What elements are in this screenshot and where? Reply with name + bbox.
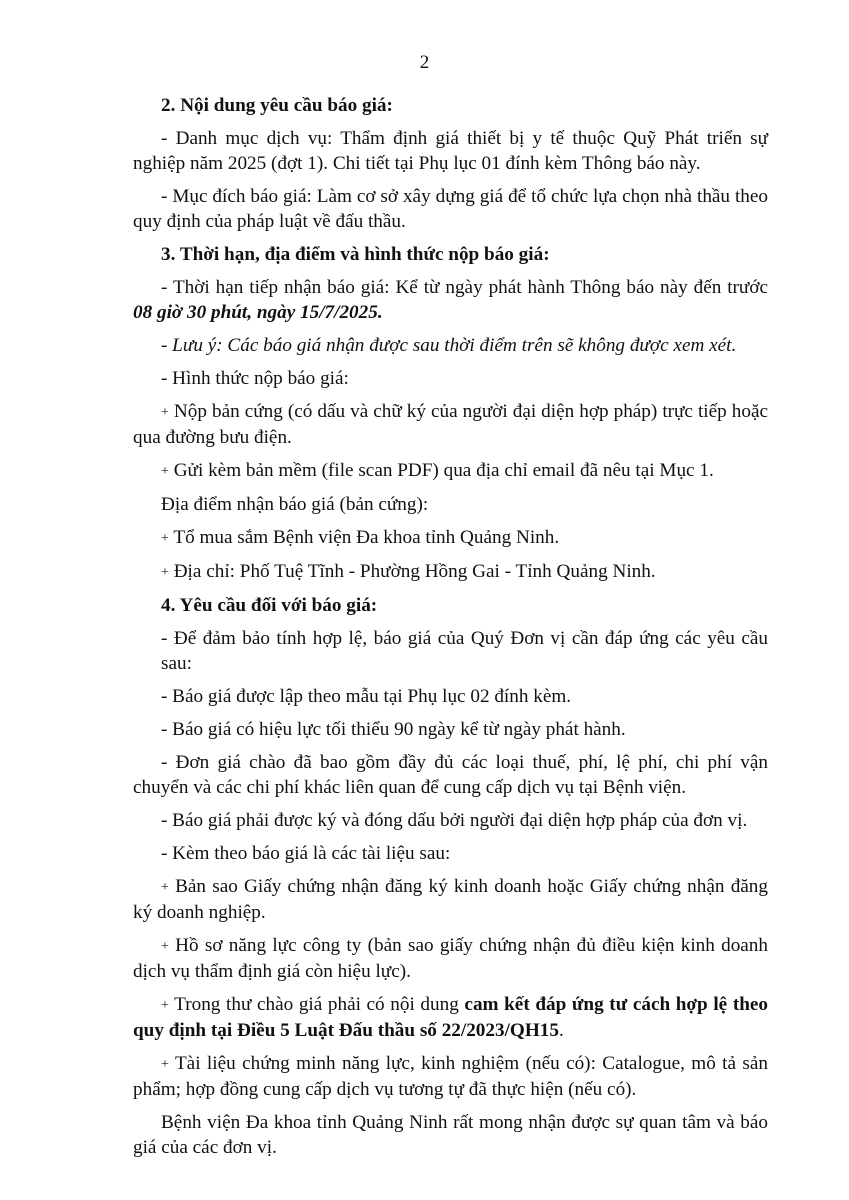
section-3-heading: 3. Thời hạn, địa điểm và hình thức nộp báo giá:: [161, 244, 550, 265]
section-4-heading: 4. Yêu cầu đối với báo giá:: [161, 595, 378, 616]
section-4-bullet-capability-profile: [133, 933, 768, 984]
bullet-text: Nộp bản cứng (có dấu và chữ ký của người đại diện hợp pháp) trực tiếp hoặc qua đường bưu điện.: [133, 401, 768, 448]
section-4-bullet-commitment: [133, 992, 768, 1043]
section-4-validity-intro: - Để đảm bảo tính hợp lệ, báo giá của Quý Đơn vị cần đáp ứng các yêu cầu sau:: [161, 628, 768, 674]
section-3-deadline: [133, 275, 768, 325]
section-3-note: [161, 333, 768, 358]
bullet-mark: +: [161, 939, 169, 954]
bullet-mark: +: [161, 531, 169, 546]
deadline-date: 08 giờ 30 phút, ngày 15/7/2025.: [133, 302, 383, 323]
bullet-text: Trong thư chào giá phải có nội dung: [168, 994, 465, 1015]
section-4-unit-price: - Đơn giá chào đã bao gồm đầy đủ các loại thuế, phí, lệ phí, chi phí vận chuyển và các chi phí khác liên quan để cung cấp dịch vụ tại Bệnh viện.: [133, 752, 768, 798]
section-2-heading: 2. Nội dung yêu cầu báo giá:: [161, 95, 393, 116]
section-3-bullet-address: [161, 559, 768, 585]
bullet-text: Hồ sơ năng lực công ty (bản sao giấy chứng nhận đủ điều kiện kinh doanh dịch vụ thẩm định giá còn hiệu lực).: [133, 935, 768, 982]
commitment-bold-text: cam kết đáp ứng tư cách hợp lệ theo quy định tại Điều 5 Luật Đấu thầu số 22/2023/QH15: [133, 994, 768, 1041]
bullet-mark: +: [161, 565, 169, 580]
section-3-bullet-softcopy: [161, 458, 768, 484]
section-4-bullet-experience: [133, 1051, 768, 1102]
bullet-mark: +: [161, 880, 169, 895]
closing-paragraph: Bệnh viện Đa khoa tỉnh Quảng Ninh rất mong nhận được sự quan tâm và báo giá của các đơn vị.: [133, 1112, 768, 1158]
bullet-mark: +: [161, 998, 169, 1013]
bullet-text: Bản sao Giấy chứng nhận đăng ký kinh doanh hoặc Giấy chứng nhận đăng ký doanh nghiệp.: [133, 876, 768, 923]
bullet-text: Tổ mua sắm Bệnh viện Đa khoa tỉnh Quảng Ninh.: [168, 527, 560, 548]
bullet-mark: +: [161, 405, 169, 420]
section-4-bullet-business-license: [133, 874, 768, 925]
section-4-attachments-label: - Kèm theo báo giá là các tài liệu sau:: [161, 843, 451, 864]
bullet-text: Tài liệu chứng minh năng lực, kinh nghiệm (nếu có): Catalogue, mô tả sản phẩm; hợp đồng cung cấp dịch vụ tương tự đã thực hiện (nếu có).: [133, 1053, 768, 1100]
bullet-mark: +: [161, 1057, 169, 1072]
section-4-signature: - Báo giá phải được ký và đóng dấu bởi người đại diện hợp pháp của đơn vị.: [161, 810, 748, 831]
bullet-text: Gửi kèm bản mềm (file scan PDF) qua địa chỉ email đã nêu tại Mục 1.: [168, 460, 714, 481]
section-4-validity-period: - Báo giá có hiệu lực tối thiểu 90 ngày kể từ ngày phát hành.: [161, 719, 626, 740]
bullet-mark: +: [161, 464, 169, 479]
page-number: 2: [419, 52, 430, 73]
section-3-bullet-procurement-team: [161, 525, 768, 551]
section-3-bullet-hardcopy: [133, 399, 768, 450]
note-text: Các báo giá nhận được sau thời điểm trên sẽ không được xem xét.: [222, 335, 737, 356]
section-3-place-label: Địa điểm nhận báo giá (bản cứng):: [161, 494, 429, 515]
section-2-service-list: - Danh mục dịch vụ: Thẩm định giá thiết bị y tế thuộc Quỹ Phát triển sự nghiệp năm 2025 (đợt 1). Chi tiết tại Phụ lục 01 đính kèm Thông báo này.: [133, 128, 768, 174]
bullet-text-end: .: [558, 1020, 564, 1041]
section-4-template: - Báo giá được lập theo mẫu tại Phụ lục 02 đính kèm.: [161, 686, 572, 707]
section-3-submission-form: - Hình thức nộp báo giá:: [161, 368, 349, 389]
note-label: - Lưu ý:: [161, 335, 223, 356]
deadline-text: - Thời hạn tiếp nhận báo giá: Kể từ ngày phát hành Thông báo này đến trước: [161, 277, 768, 298]
section-2-purpose: - Mục đích báo giá: Làm cơ sở xây dựng giá để tổ chức lựa chọn nhà thầu theo quy định của pháp luật về đấu thầu.: [133, 186, 768, 232]
bullet-text: Địa chỉ: Phố Tuệ Tĩnh - Phường Hồng Gai - Tỉnh Quảng Ninh.: [168, 561, 656, 582]
document-body: [133, 93, 768, 1160]
